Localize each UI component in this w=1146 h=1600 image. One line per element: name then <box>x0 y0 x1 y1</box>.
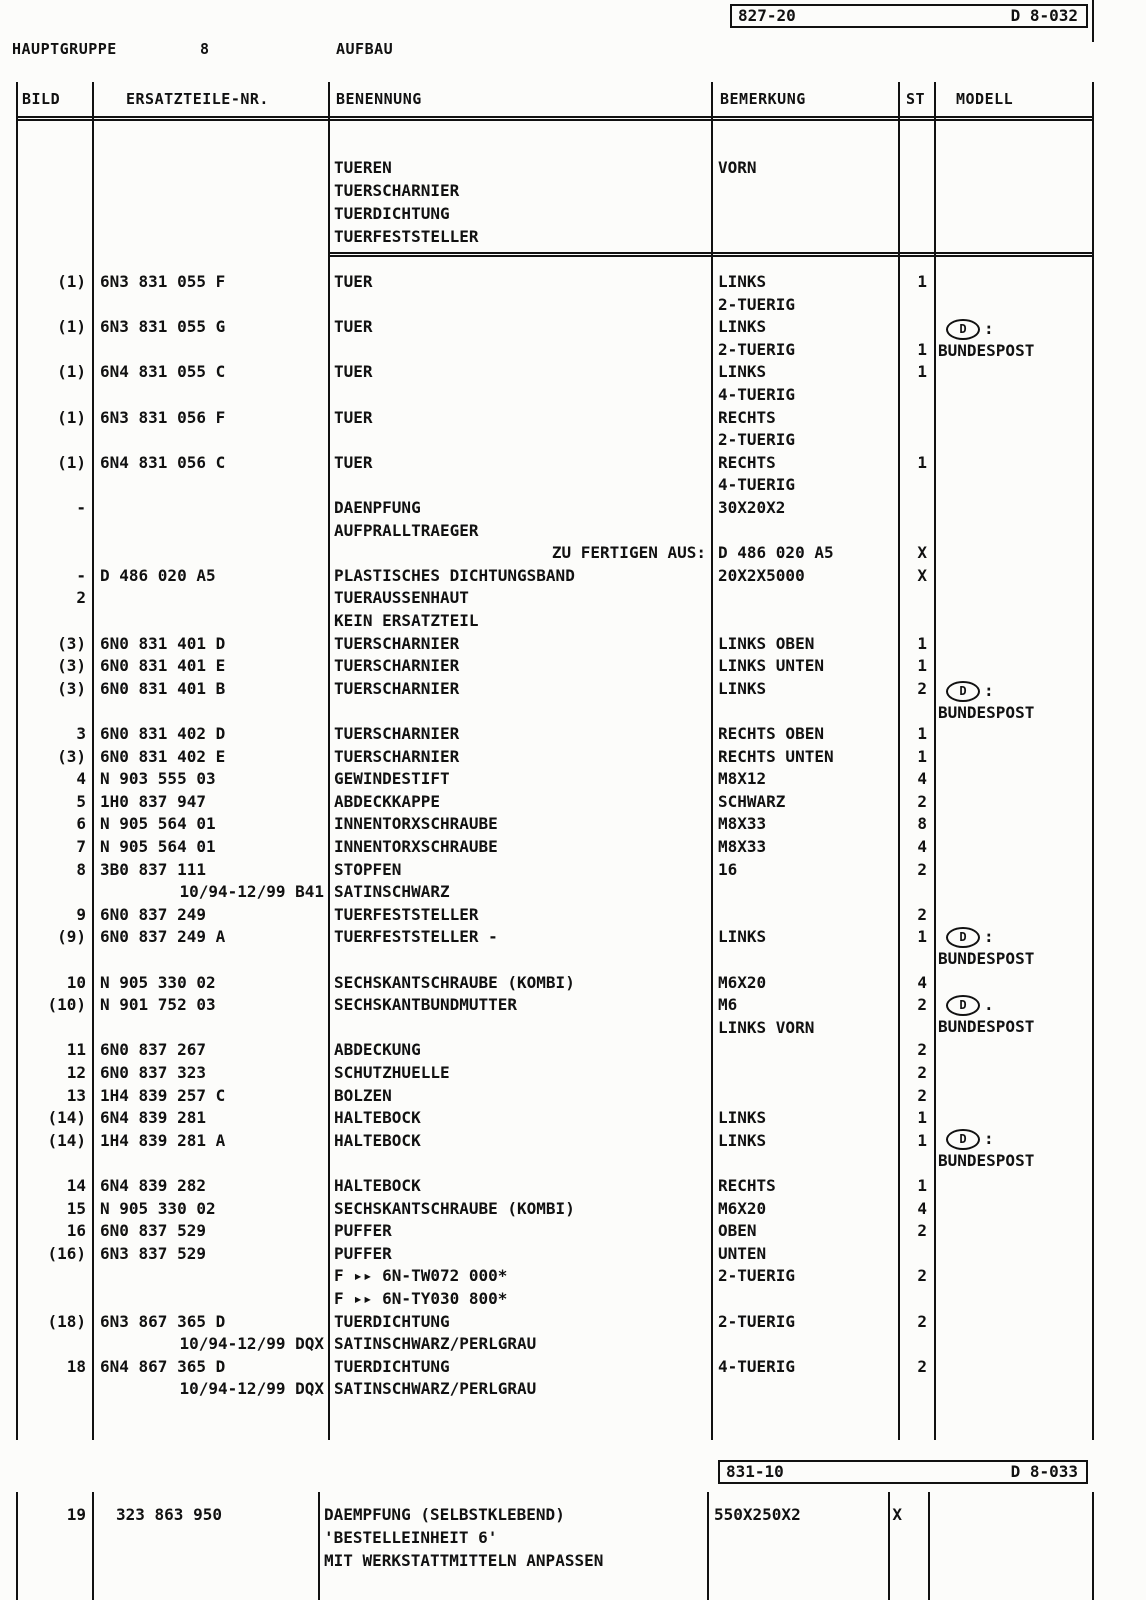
cell-quantity: 2 <box>917 995 927 1015</box>
col-header-bem: BEMERKUNG <box>720 90 806 108</box>
table-row <box>0 1038 1146 1061</box>
cell-bild: (14) <box>47 1130 86 1150</box>
cell-description: SECHSKANTBUNDMUTTER <box>334 995 518 1015</box>
ref-code: 827-20 <box>738 6 796 25</box>
cell-remark: 4-TUERIG <box>718 385 796 404</box>
cell-quantity: 1 <box>917 724 927 743</box>
table-row <box>0 609 1146 632</box>
cell-remark: SCHWARZ <box>718 791 786 811</box>
cell-bild: (14) <box>47 1108 86 1128</box>
cell-quantity: 1 <box>917 656 927 676</box>
modell-badge: D : BUNDESPOST <box>938 927 1035 968</box>
table-row <box>0 360 1146 383</box>
cell-part-number: 1H0 837 947 <box>100 791 206 811</box>
table-row <box>0 1197 1146 1220</box>
cell-quantity: 1 <box>917 1130 927 1150</box>
cell-remark: 20X2X5000 <box>718 565 805 585</box>
cell-quantity: 2 <box>917 1311 927 1331</box>
cell-quantity: 2 <box>917 859 927 879</box>
col-header-modell: MODELL <box>956 90 1014 108</box>
cell-remark: 30X20X2 <box>718 498 786 517</box>
cell-remark: M6 <box>718 995 738 1015</box>
cell-description: TUERFESTSTELLER <box>334 904 479 924</box>
cell-bild: 5 <box>76 791 86 811</box>
cell-part-number: 1H4 839 281 A <box>100 1130 226 1150</box>
cell-part-number: D 486 020 A5 <box>100 565 216 585</box>
intro-title: TUEREN <box>334 158 392 177</box>
table-row <box>0 790 1146 813</box>
cell-description: TUER <box>334 317 373 337</box>
table-row <box>0 383 1146 406</box>
ref-page: D 8-032 <box>1010 6 1078 25</box>
cell-quantity: X <box>892 1505 902 1524</box>
col-header-nr: ERSATZTEILE-NR. <box>126 90 269 108</box>
cell-bild: 4 <box>76 769 86 789</box>
table-row <box>0 1377 1146 1400</box>
cell-quantity: 1 <box>917 927 927 947</box>
table-row <box>0 1503 1146 1526</box>
cell-bild: 19 <box>66 1505 86 1524</box>
cell-quantity: 1 <box>917 633 927 653</box>
table-row <box>0 564 1146 587</box>
group-label: HAUPTGRUPPE <box>12 40 117 58</box>
modell-badge: D . BUNDESPOST <box>938 995 1035 1036</box>
cell-remark: LINKS OBEN <box>718 633 815 653</box>
cell-bild: (10) <box>47 995 86 1015</box>
cell-description: PUFFER <box>334 1243 392 1263</box>
cell-description: TUERDICHTUNG <box>334 1356 450 1376</box>
cell-remark: LINKS <box>718 1130 767 1150</box>
cell-remark: 2-TUERIG <box>718 1311 796 1331</box>
cell-remark: 4-TUERIG <box>718 1356 796 1376</box>
cell-description: INNENTORXSCHRAUBE <box>334 837 498 856</box>
modell-text: BUNDESPOST <box>938 703 1035 722</box>
cell-bild: (3) <box>57 746 86 766</box>
cell-description: SATINSCHWARZ <box>334 882 450 902</box>
cell-remark: LINKS <box>718 678 767 698</box>
col-header-ben: BENENNUNG <box>336 90 422 108</box>
table-row <box>0 632 1146 655</box>
cell-quantity: 2 <box>917 1085 927 1105</box>
cell-quantity: 1 <box>917 452 927 472</box>
modell-text: BUNDESPOST <box>938 949 1035 968</box>
table-row <box>0 451 1146 474</box>
cell-part-number: 6N0 831 401 D <box>100 633 226 653</box>
cell-description: DAEMPFUNG (SELBSTKLEBEND) <box>324 1505 565 1524</box>
table-row <box>0 293 1146 316</box>
intro-row <box>0 225 1146 248</box>
cell-quantity: 2 <box>917 1221 927 1241</box>
cell-remark: LINKS UNTEN <box>718 656 824 676</box>
cell-quantity: 1 <box>917 339 927 359</box>
table-row <box>0 1106 1146 1129</box>
cell-description: SATINSCHWARZ/PERLGRAU <box>334 1334 537 1354</box>
cell-description: HALTEBOCK <box>334 1130 421 1150</box>
cell-remark: D 486 020 A5 <box>718 543 834 563</box>
page-reference-top <box>730 4 1088 28</box>
cell-description: TUER <box>334 407 373 427</box>
cell-bild: 12 <box>66 1063 86 1082</box>
cell-description: TUERSCHARNIER <box>334 724 460 743</box>
cell-remark: RECHTS <box>718 452 776 472</box>
cell-part-number: 10/94-12/99 B41 <box>179 882 324 902</box>
cell-description: STOPFEN <box>334 859 402 879</box>
cell-quantity: 1 <box>917 362 927 382</box>
intro-title: TUERSCHARNIER <box>334 181 460 200</box>
cell-quantity: 2 <box>917 904 927 924</box>
modell-badge: D : BUNDESPOST <box>938 319 1035 360</box>
cell-remark: 2-TUERIG <box>718 1266 796 1286</box>
cell-part-number: 6N3 831 055 G <box>100 317 226 337</box>
cell-description: F ▸▸ 6N-TY030 800* <box>334 1289 508 1308</box>
cell-remark: LINKS <box>718 927 767 947</box>
cell-description: SECHSKANTSCHRAUBE (KOMBI) <box>334 972 575 992</box>
cell-part-number: N 901 752 03 <box>100 995 216 1015</box>
cell-remark: LINKS <box>718 362 767 382</box>
cell-description: TUERSCHARNIER <box>334 633 460 653</box>
cell-bild: 16 <box>66 1221 86 1241</box>
table-row <box>0 858 1146 881</box>
cell-bild: 7 <box>76 837 86 856</box>
cell-part-number: 6N0 831 401 E <box>100 656 226 676</box>
intro-title: TUERDICHTUNG <box>334 204 450 223</box>
cell-bild: 2 <box>76 588 86 608</box>
cell-part-number: 6N4 867 365 D <box>100 1356 226 1376</box>
cell-bild: (3) <box>57 633 86 653</box>
cell-quantity: 4 <box>917 1198 927 1218</box>
cell-description: TUERSCHARNIER <box>334 746 460 766</box>
cell-part-number: 6N4 831 055 C <box>100 362 226 382</box>
cell-part-number: 1H4 839 257 C <box>100 1085 226 1105</box>
cell-part-number: 323 863 950 <box>116 1505 222 1524</box>
cell-bild: (16) <box>47 1243 86 1263</box>
cell-bild: 8 <box>76 859 86 879</box>
table-row <box>0 835 1146 858</box>
cell-bild: (3) <box>57 678 86 698</box>
ref-code: 831-10 <box>726 1462 784 1481</box>
cell-description: TUER <box>334 272 373 291</box>
cell-remark: 16 <box>718 859 738 879</box>
table-row <box>0 1526 1146 1549</box>
cell-description: DAENPFUNG <box>334 498 421 517</box>
cell-quantity: 1 <box>917 272 927 291</box>
table-row <box>0 496 1146 519</box>
cell-part-number: N 905 564 01 <box>100 814 216 834</box>
cell-remark: M6X20 <box>718 972 767 992</box>
table-row <box>0 745 1146 768</box>
deutschland-symbol-icon: D <box>946 995 980 1016</box>
cell-remark: M8X33 <box>718 814 767 834</box>
cell-bild: (1) <box>57 317 86 337</box>
cell-description: 'BESTELLEINHEIT 6' <box>324 1528 498 1547</box>
table-row <box>0 880 1146 903</box>
modell-text: BUNDESPOST <box>938 341 1035 360</box>
table-row <box>0 903 1146 926</box>
cell-description: SECHSKANTSCHRAUBE (KOMBI) <box>334 1198 575 1218</box>
cell-remark: M8X12 <box>718 769 767 789</box>
cell-description: PUFFER <box>334 1221 392 1241</box>
table-row <box>0 654 1146 677</box>
cell-bild: 3 <box>76 724 86 743</box>
cell-description: ZU FERTIGEN AUS: <box>551 543 706 563</box>
table-row <box>0 767 1146 790</box>
table-row <box>0 406 1146 429</box>
col-header-st: ST <box>906 90 926 108</box>
modell-badge: D : BUNDESPOST <box>938 681 1035 722</box>
cell-bild: 9 <box>76 904 86 924</box>
cell-part-number: 6N4 839 281 <box>100 1108 206 1128</box>
table-row <box>0 722 1146 745</box>
cell-part-number: 6N0 837 267 <box>100 1040 206 1060</box>
cell-part-number: N 905 564 01 <box>100 837 216 856</box>
cell-remark: RECHTS UNTEN <box>718 746 834 766</box>
cell-description: MIT WERKSTATTMITTELN ANPASSEN <box>324 1551 604 1570</box>
intro-row <box>0 156 1146 179</box>
cell-description: INNENTORXSCHRAUBE <box>334 814 498 834</box>
cell-description: F ▸▸ 6N-TW072 000* <box>334 1266 508 1286</box>
cell-description: AUFPRALLTRAEGER <box>334 520 479 540</box>
cell-remark: 2-TUERIG <box>718 430 796 450</box>
cell-remark: M6X20 <box>718 1198 767 1218</box>
cell-part-number: 6N0 837 249 A <box>100 927 226 947</box>
cell-bild: - <box>76 565 86 585</box>
cell-remark: LINKS <box>718 1108 767 1128</box>
cell-part-number: 6N3 837 529 <box>100 1243 206 1263</box>
cell-quantity: 1 <box>917 1176 927 1195</box>
cell-part-number: N 905 330 02 <box>100 972 216 992</box>
cell-bild: 14 <box>66 1176 86 1195</box>
cell-quantity: 2 <box>917 1040 927 1060</box>
table-row <box>0 1287 1146 1310</box>
cell-quantity: 1 <box>917 746 927 766</box>
cell-bild: - <box>76 498 86 517</box>
table-row <box>0 812 1146 835</box>
cell-part-number: 6N3 831 055 F <box>100 272 226 291</box>
cell-description: ABDECKUNG <box>334 1040 421 1060</box>
table-row <box>0 1084 1146 1107</box>
cell-remark: LINKS VORN <box>718 1017 815 1037</box>
cell-part-number: 6N4 831 056 C <box>100 452 226 472</box>
cell-bild: (1) <box>57 272 86 291</box>
deutschland-symbol-icon: D <box>946 319 980 340</box>
cell-bild: (1) <box>57 452 86 472</box>
intro-row <box>0 202 1146 225</box>
cell-bild: (18) <box>47 1311 86 1331</box>
cell-remark: LINKS <box>718 317 767 337</box>
cell-quantity: 2 <box>917 791 927 811</box>
cell-remark: RECHTS OBEN <box>718 724 824 743</box>
modell-badge: D : BUNDESPOST <box>938 1129 1035 1170</box>
cell-description: ABDECKKAPPE <box>334 791 440 811</box>
cell-remark: OBEN <box>718 1221 757 1241</box>
cell-remark: RECHTS <box>718 407 776 427</box>
cell-remark: M8X33 <box>718 837 767 856</box>
deutschland-symbol-icon: D <box>946 927 980 948</box>
table-row <box>0 541 1146 564</box>
cell-quantity: 2 <box>917 678 927 698</box>
cell-bild: (9) <box>57 927 86 947</box>
cell-bild: 6 <box>76 814 86 834</box>
cell-quantity: X <box>917 543 927 563</box>
cell-bild: (3) <box>57 656 86 676</box>
cell-remark: RECHTS <box>718 1176 776 1195</box>
cell-quantity: 4 <box>917 837 927 856</box>
table-row <box>0 1061 1146 1084</box>
cell-quantity: 1 <box>917 1108 927 1128</box>
cell-description: SCHUTZHUELLE <box>334 1063 450 1082</box>
group-number: 8 <box>200 40 210 58</box>
cell-remark: 4-TUERIG <box>718 475 796 495</box>
cell-remark: UNTEN <box>718 1243 767 1263</box>
cell-remark: 2-TUERIG <box>718 339 796 359</box>
deutschland-symbol-icon: D <box>946 1129 980 1150</box>
table-row <box>0 519 1146 542</box>
cell-part-number: 6N4 839 282 <box>100 1176 206 1195</box>
cell-bild: 15 <box>66 1198 86 1218</box>
cell-description: PLASTISCHES DICHTUNGSBAND <box>334 565 575 585</box>
cell-quantity: 2 <box>917 1356 927 1376</box>
cell-bild: (1) <box>57 407 86 427</box>
cell-quantity: X <box>917 565 927 585</box>
table-row <box>0 586 1146 609</box>
table-row <box>0 1174 1146 1197</box>
cell-description: TUERAUSSENHAUT <box>334 588 469 608</box>
cell-part-number: 6N0 831 402 E <box>100 746 226 766</box>
cell-part-number: 10/94-12/99 DQX <box>179 1379 324 1399</box>
cell-quantity: 4 <box>917 972 927 992</box>
cell-part-number: 6N0 831 401 B <box>100 678 226 698</box>
modell-text: BUNDESPOST <box>938 1017 1035 1036</box>
cell-description: TUER <box>334 362 373 382</box>
cell-remark: LINKS <box>718 272 767 291</box>
table-row <box>0 1219 1146 1242</box>
cell-part-number: 6N0 837 529 <box>100 1221 206 1241</box>
cell-description: BOLZEN <box>334 1085 392 1105</box>
cell-part-number: 6N0 837 249 <box>100 904 206 924</box>
table-row <box>0 1310 1146 1333</box>
cell-description: TUERSCHARNIER <box>334 656 460 676</box>
table-row <box>0 971 1146 994</box>
table-row <box>0 1242 1146 1265</box>
table-row <box>0 1332 1146 1355</box>
cell-part-number: 6N3 831 056 F <box>100 407 226 427</box>
cell-part-number: 3B0 837 111 <box>100 859 206 879</box>
cell-part-number: 6N0 837 323 <box>100 1063 206 1082</box>
intro-remark: VORN <box>718 158 757 177</box>
cell-description: HALTEBOCK <box>334 1176 421 1195</box>
modell-text: BUNDESPOST <box>938 1151 1035 1170</box>
table-row <box>0 1355 1146 1378</box>
cell-description: HALTEBOCK <box>334 1108 421 1128</box>
intro-title: TUERFESTSTELLER <box>334 227 479 246</box>
ref-page: D 8-033 <box>1010 1462 1078 1481</box>
cell-description: GEWINDESTIFT <box>334 769 450 789</box>
table-row <box>0 1264 1146 1287</box>
cell-part-number: N 903 555 03 <box>100 769 216 789</box>
cell-quantity: 4 <box>917 769 927 789</box>
cell-description: TUERDICHTUNG <box>334 1311 450 1331</box>
table-row <box>0 428 1146 451</box>
cell-part-number: 10/94-12/99 DQX <box>179 1334 324 1354</box>
right-margin-line <box>1092 0 1094 42</box>
group-title: AUFBAU <box>336 40 394 58</box>
cell-bild: 11 <box>66 1040 86 1060</box>
header-rule <box>16 116 1094 121</box>
cell-bild: 13 <box>66 1085 86 1105</box>
cell-remark: 2-TUERIG <box>718 294 796 314</box>
table-row <box>0 1549 1146 1572</box>
cell-bild: (1) <box>57 362 86 382</box>
cell-quantity: 2 <box>917 1266 927 1286</box>
cell-description: KEIN ERSATZTEIL <box>334 611 479 630</box>
cell-description: TUERFESTSTELLER - <box>334 927 498 947</box>
cell-bild: 18 <box>66 1356 86 1376</box>
cell-part-number: 6N3 867 365 D <box>100 1311 226 1331</box>
cell-part-number: 6N0 831 402 D <box>100 724 226 743</box>
cell-quantity: 2 <box>917 1063 927 1082</box>
cell-description: TUERSCHARNIER <box>334 678 460 698</box>
cell-description: TUER <box>334 452 373 472</box>
cell-quantity: 8 <box>917 814 927 834</box>
intro-rule <box>330 252 1094 257</box>
cell-description: SATINSCHWARZ/PERLGRAU <box>334 1379 537 1399</box>
intro-row <box>0 179 1146 202</box>
table-row <box>0 473 1146 496</box>
cell-remark: 550X250X2 <box>714 1505 801 1524</box>
col-header-bild: BILD <box>22 90 61 108</box>
cell-bild: 10 <box>66 972 86 992</box>
cell-part-number: N 905 330 02 <box>100 1198 216 1218</box>
table-row <box>0 270 1146 293</box>
page-reference-bottom <box>718 1460 1088 1484</box>
deutschland-symbol-icon: D <box>946 681 980 702</box>
